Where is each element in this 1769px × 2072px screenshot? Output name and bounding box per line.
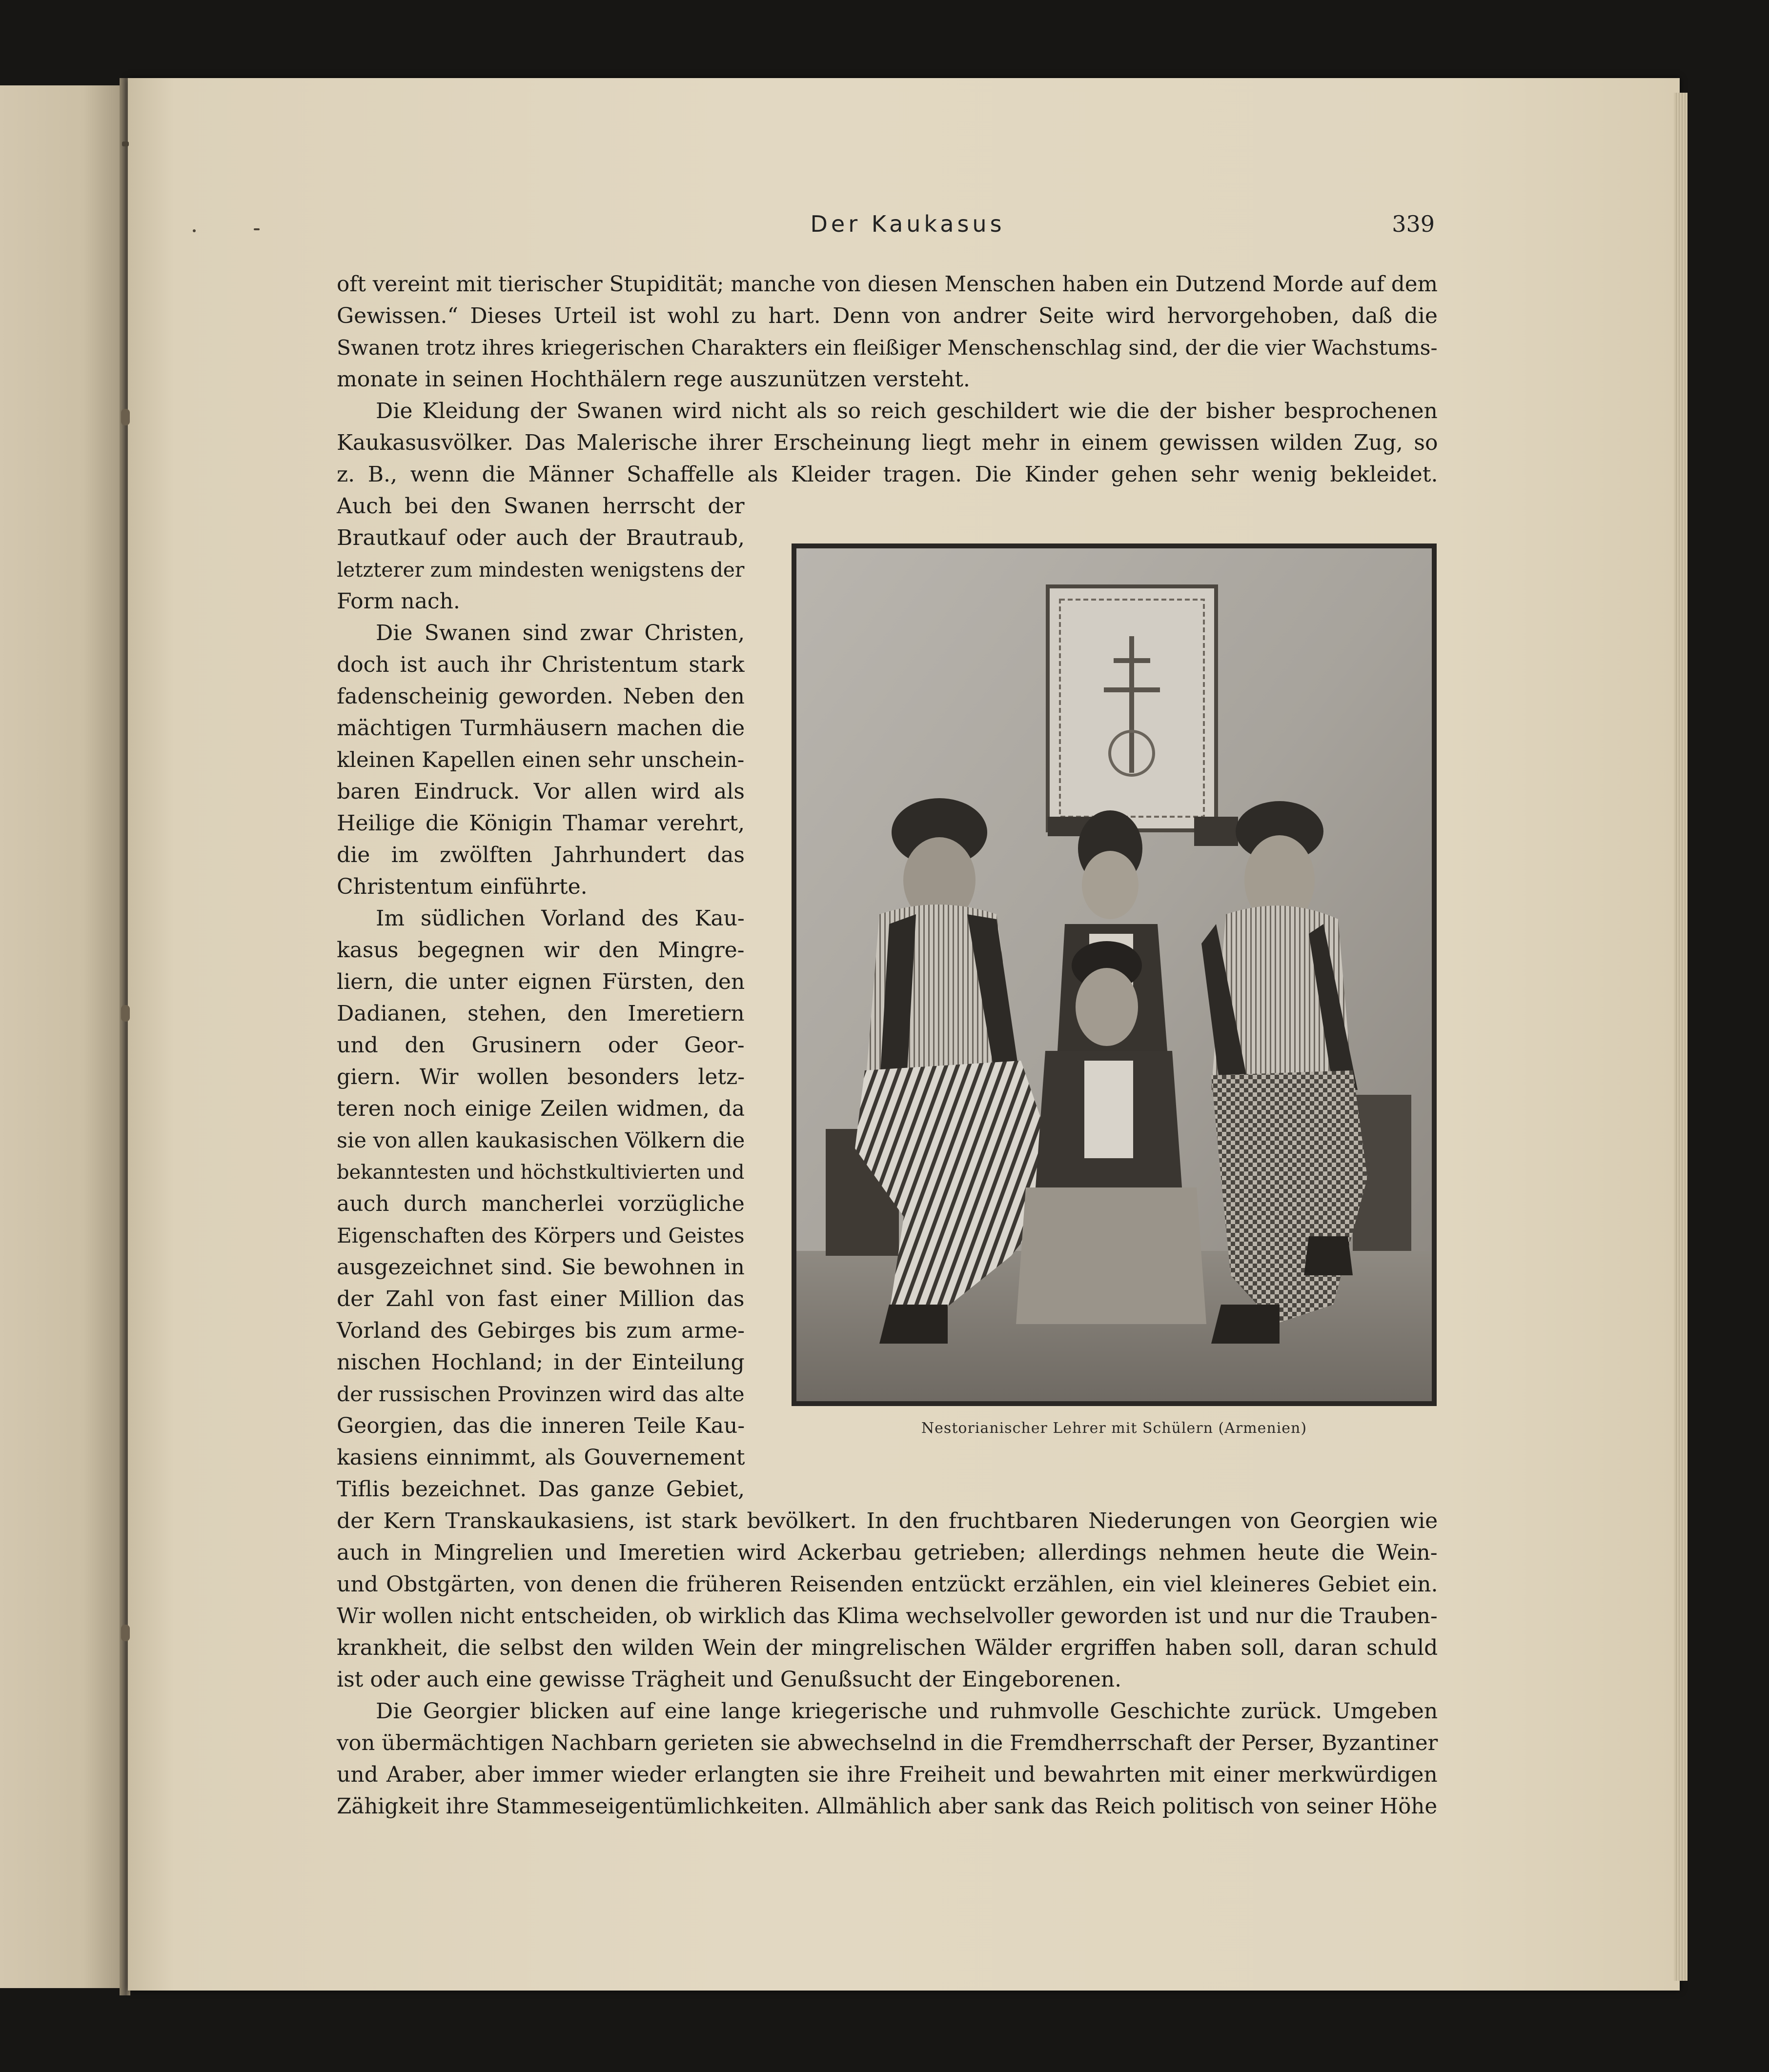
text-line: monate in seinen Hochthälern rege auszunützen versteht.: [337, 367, 970, 392]
photograph-image: [792, 543, 1437, 1406]
text-line: Die Georgier blicken auf eine lange kriegerische und ruhmvolle Geschichte zurück. Umgeben: [376, 1699, 1438, 1724]
text-line: Vorland des Gebirges bis zum arme-: [337, 1318, 745, 1343]
text-line: kasus begegnen wir den Mingre-: [337, 938, 745, 963]
text-line: Brautkauf oder auch der Brautraub,: [337, 525, 745, 550]
text-line: nischen Hochland; in der Einteilung: [337, 1350, 745, 1375]
text-line: auch in Mingrelien und Imeretien wird Ackerbau getrieben; allerdings nehmen heute die Wein-: [337, 1540, 1438, 1565]
text-line: Tiflis bezeichnet. Das ganze Gebiet,: [337, 1477, 745, 1502]
text-line: Wir wollen nicht entscheiden, ob wirklich das Klima wechselvoller geworden ist und nur die Trauben-: [337, 1604, 1438, 1629]
text-line: die im zwölften Jahrhundert das: [337, 843, 745, 867]
text-line: Auch bei den Swanen herrscht der: [337, 494, 745, 519]
text-line: z. B., wenn die Männer Schaffelle als Kleider tragen. Die Kinder gehen sehr wenig bekleidet.: [337, 462, 1438, 487]
page-stack-edge: [1674, 93, 1688, 1981]
text-line: kleinen Kapellen einen sehr unschein-: [337, 748, 745, 772]
running-head: Der Kaukasus: [810, 211, 1005, 237]
text-line: ausgezeichnet sind. Sie bewohnen in: [337, 1255, 745, 1280]
text-line: auch durch mancherlei vorzügliche: [337, 1191, 745, 1216]
text-line: der russischen Provinzen wird das alte: [337, 1382, 745, 1406]
text-line: und Obstgärten, von denen die früheren Reisenden entzückt erzählen, ein viel kleineres Gebiet ein.: [337, 1572, 1438, 1597]
text-line: Die Swanen sind zwar Christen,: [376, 621, 745, 645]
text-line: giern. Wir wollen besonders letz-: [337, 1065, 745, 1089]
text-line: Form nach.: [337, 589, 460, 614]
text-line: fadenscheinig geworden. Neben den: [337, 684, 745, 709]
page-number: 339: [1392, 211, 1435, 237]
binding-mark: [254, 228, 260, 230]
text-line: liern, die unter eignen Fürsten, den: [337, 969, 745, 994]
binding-mark: [121, 409, 130, 425]
photograph: [792, 543, 1437, 1406]
text-line: der Zahl von fast einer Million das: [337, 1287, 745, 1311]
text-line: Eigenschaften des Körpers und Geistes: [337, 1224, 745, 1247]
text-line: oft vereint mit tierischer Stupidität; manche von diesen Menschen haben ein Dutzend Morde auf dem: [337, 272, 1438, 297]
text-line: bekanntesten und höchstkultivierten und: [337, 1161, 745, 1184]
text-line: Kaukasusvölker. Das Malerische ihrer Erscheinung liegt mehr in einem gewissen wilden Zug, so: [337, 430, 1438, 455]
text-line: der Kern Transkaukasiens, ist stark bevölkert. In den fruchtbaren Niederungen von Georgien wie: [337, 1509, 1438, 1533]
text-line: teren noch einige Zeilen widmen, da: [337, 1096, 745, 1121]
binding-mark: [193, 229, 196, 232]
binding-mark: [122, 141, 129, 146]
text-line: und Araber, aber immer wieder erlangten sie ihre Freiheit und bewahrten mit einer merkwürdigen: [337, 1762, 1438, 1787]
text-line: ist oder auch eine gewisse Trägheit und Genußsucht der Eingeborenen.: [337, 1667, 1122, 1692]
binding-mark: [121, 1005, 130, 1022]
text-line: Christentum einführte.: [337, 874, 588, 899]
text-line: Die Kleidung der Swanen wird nicht als so reich geschildert wie die der bisher besprochenen: [376, 399, 1438, 423]
binding-mark: [121, 1625, 130, 1641]
text-line: Heilige die Königin Thamar verehrt,: [337, 811, 745, 836]
text-line: sie von allen kaukasischen Völkern die: [337, 1128, 745, 1153]
left-page-edge: [0, 85, 120, 1988]
text-line: krankheit, die selbst den wilden Wein der mingrelischen Wälder ergriffen haben soll, daran schuld: [337, 1635, 1438, 1660]
text-line: baren Eindruck. Vor allen wird als: [337, 779, 745, 804]
text-line: Zähigkeit ihre Stammeseigentümlichkeiten. Allmählich aber sank das Reich politisch von seiner Höhe: [337, 1794, 1438, 1819]
text-line: Gewissen.“ Dieses Urteil ist wohl zu hart. Denn von andrer Seite wird hervorgehoben, daß die: [337, 303, 1438, 328]
text-line: mächtigen Turmhäusern machen die: [337, 716, 745, 741]
text-line: von übermächtigen Nachbarn gerieten sie abwechselnd in die Fremdherrschaft der Perser, Byzantiner: [337, 1731, 1438, 1755]
text-line: Swanen trotz ihres kriegerischen Charakters ein fleißiger Menschenschlag sind, der die vier Wachstums-: [337, 336, 1438, 360]
text-line: und den Grusinern oder Geor-: [337, 1033, 745, 1058]
text-line: letzterer zum mindesten wenigstens der: [337, 558, 745, 582]
text-line: doch ist auch ihr Christentum stark: [337, 652, 745, 677]
text-line: Im südlichen Vorland des Kau-: [376, 906, 745, 931]
text-line: Georgien, das die inneren Teile Kau-: [337, 1413, 745, 1438]
text-line: kasiens einnimmt, als Gouvernement: [337, 1445, 745, 1470]
text-line: Dadianen, stehen, den Imeretiern: [337, 1001, 745, 1026]
figure-caption: Nestorianischer Lehrer mit Schülern (Armenien): [921, 1420, 1307, 1437]
